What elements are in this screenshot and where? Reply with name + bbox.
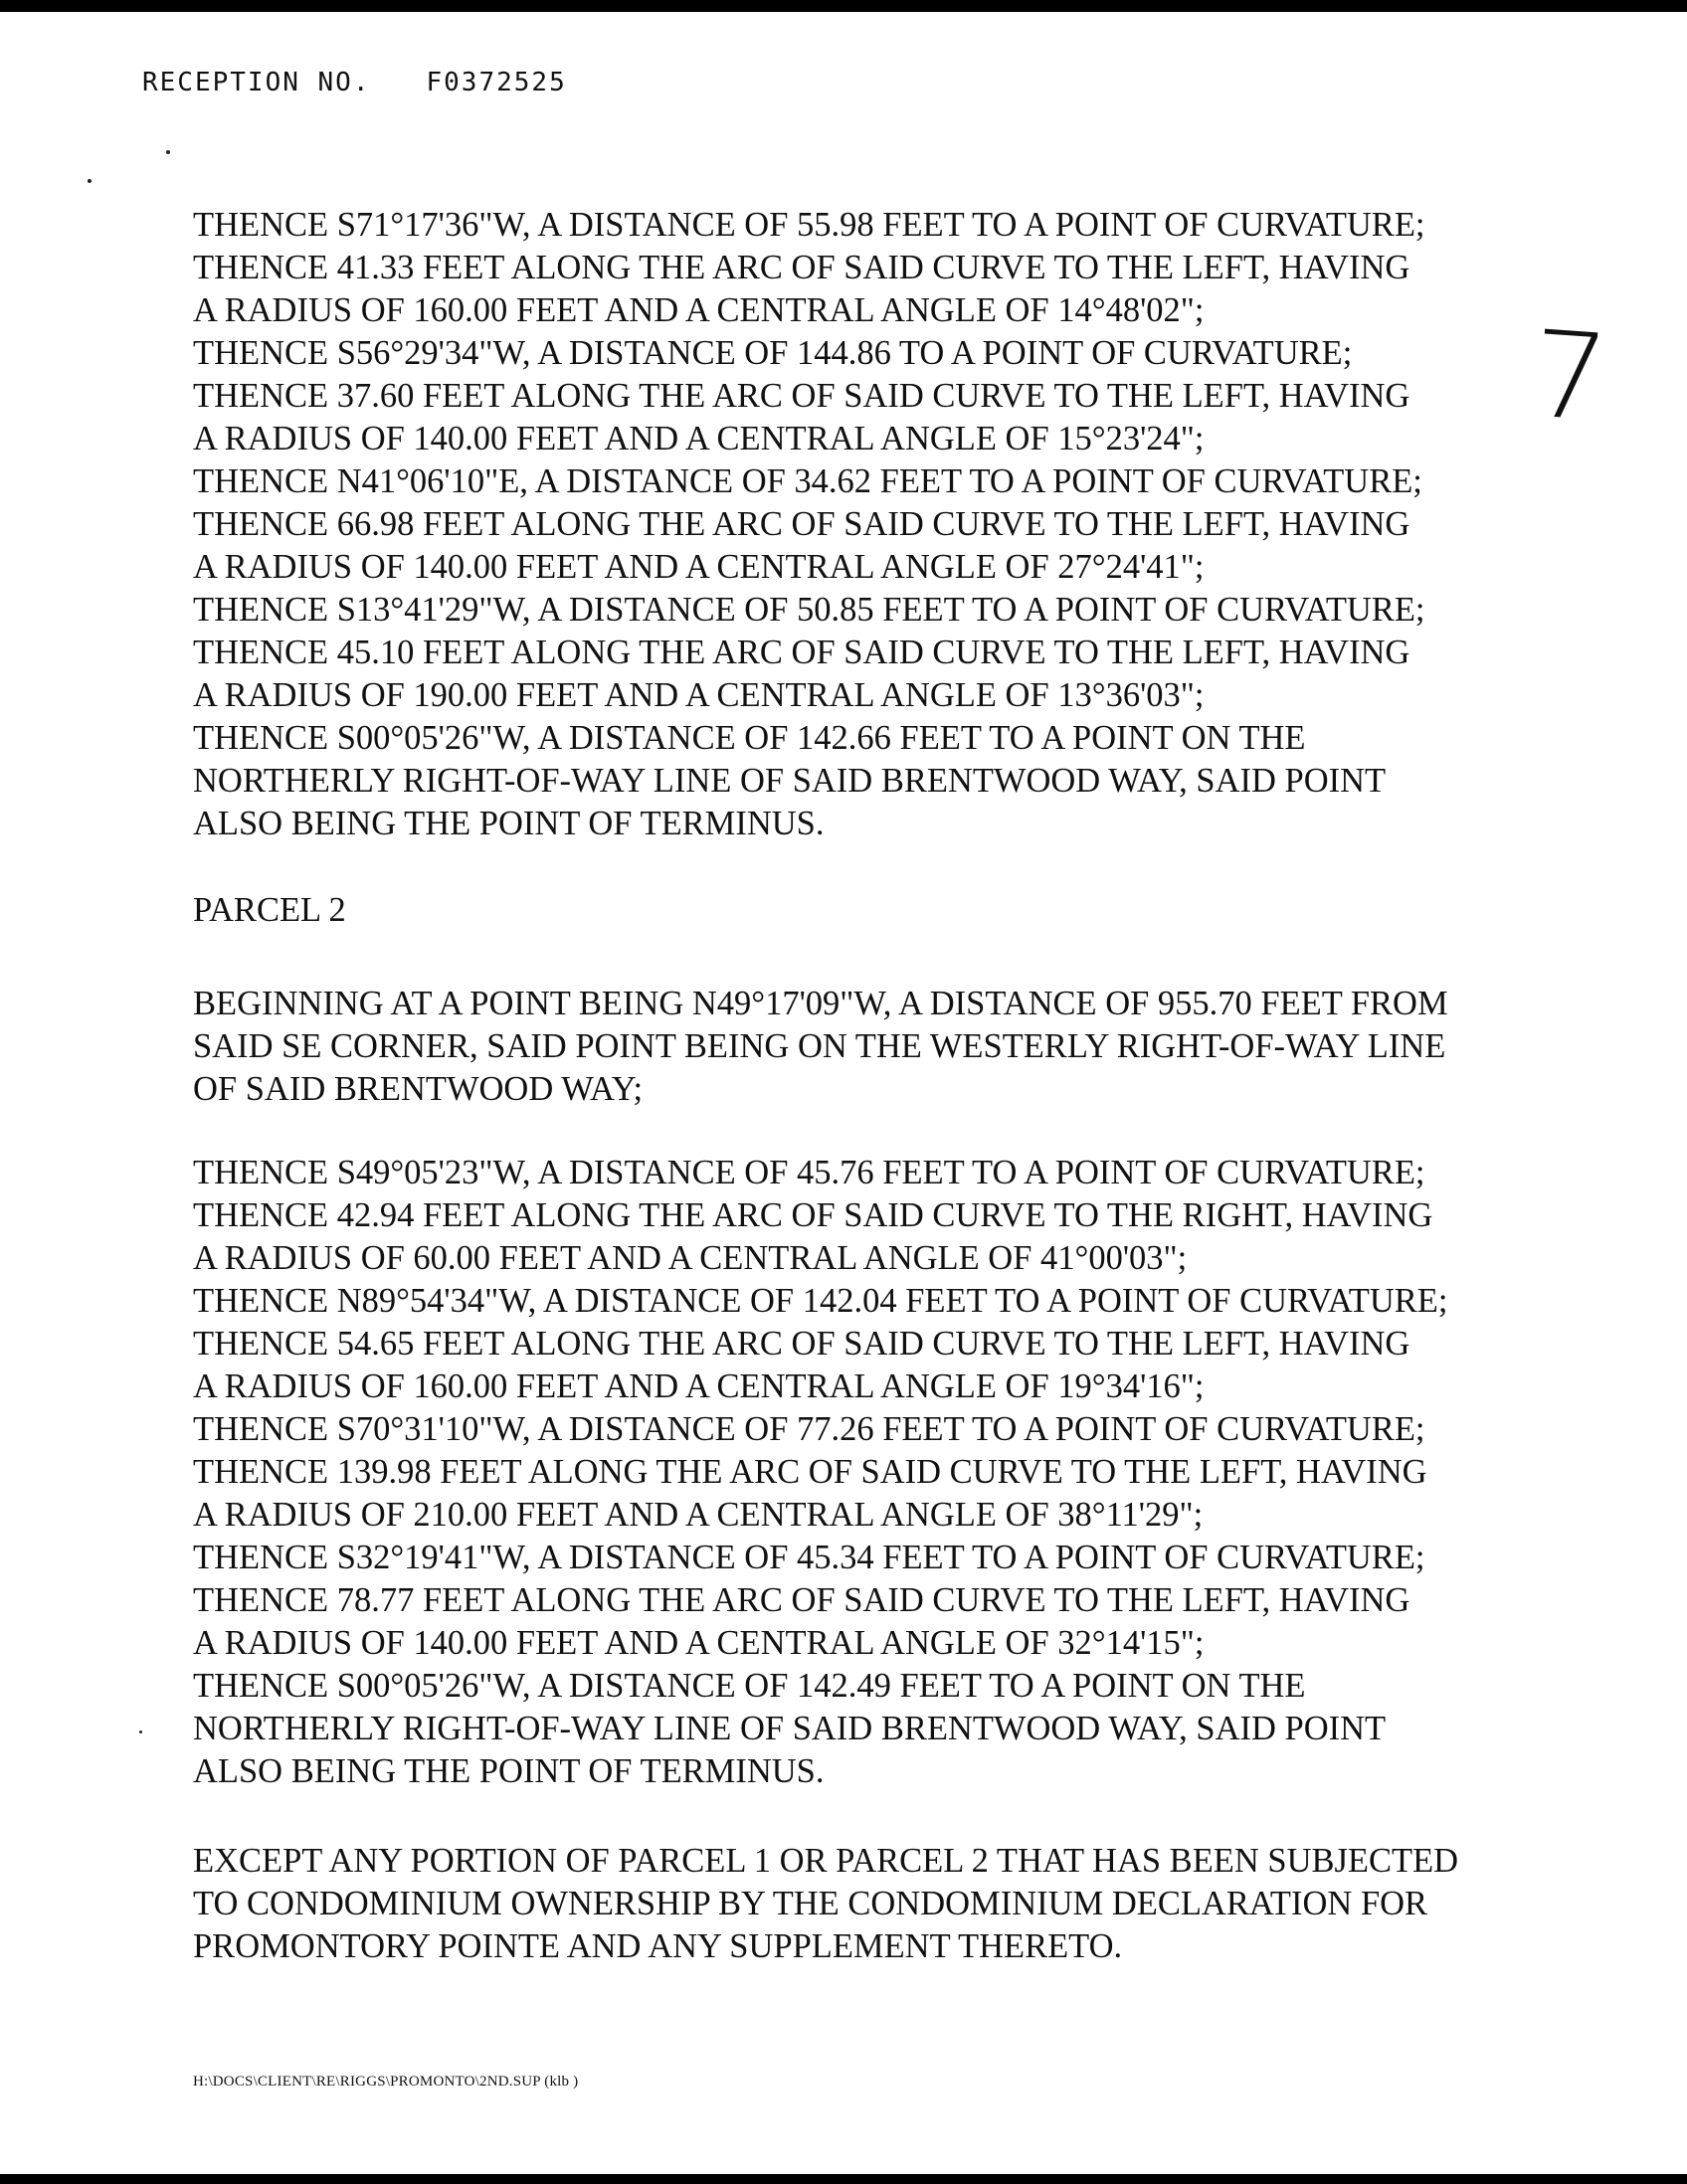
- reception-label: RECEPTION NO.: [142, 68, 371, 97]
- text-line: NORTHERLY RIGHT-OF-WAY LINE OF SAID BRENTWOOD WAY, SAID POINT: [193, 762, 1387, 800]
- text-line: A RADIUS OF 190.00 FEET AND A CENTRAL ANGLE OF 13°36'03";: [193, 676, 1205, 714]
- text-line: A RADIUS OF 160.00 FEET AND A CENTRAL ANGLE OF 14°48'02";: [193, 291, 1205, 329]
- text-line: THENCE N89°54'34"W, A DISTANCE OF 142.04 FEET TO A POINT OF CURVATURE;: [193, 1282, 1448, 1320]
- handwritten-page-mark: 7: [1527, 305, 1613, 450]
- text-line: A RADIUS OF 210.00 FEET AND A CENTRAL ANGLE OF 38°11'29";: [193, 1496, 1204, 1534]
- reception-header: [142, 68, 567, 97]
- parcel2-beginning: [193, 983, 1492, 1111]
- text-line: SAID SE CORNER, SAID POINT BEING ON THE WESTERLY RIGHT-OF-WAY LINE: [193, 1027, 1446, 1065]
- text-line: BEGINNING AT A POINT BEING N49°17'09"W, A DISTANCE OF 955.70 FEET FROM: [193, 985, 1448, 1022]
- file-path-footer: H:\DOCS\CLIENT\RE\RIGGS\PROMONTO\2ND.SUP (klb ): [193, 2074, 579, 2090]
- text-line: THENCE S00°05'26"W, A DISTANCE OF 142.49 FEET TO A POINT ON THE: [193, 1667, 1306, 1705]
- text-line: THENCE 66.98 FEET ALONG THE ARC OF SAID CURVE TO THE LEFT, HAVING: [193, 505, 1410, 543]
- scan-speck: [88, 179, 92, 183]
- scan-speck: [166, 150, 170, 154]
- text-line: THENCE 37.60 FEET ALONG THE ARC OF SAID CURVE TO THE LEFT, HAVING: [193, 377, 1410, 415]
- exception-clause: [193, 1840, 1492, 1968]
- text-line: ALSO BEING THE POINT OF TERMINUS.: [193, 805, 825, 842]
- text-line: A RADIUS OF 60.00 FEET AND A CENTRAL ANGLE OF 41°00'03";: [193, 1239, 1188, 1277]
- text-line: THENCE S71°17'36"W, A DISTANCE OF 55.98 FEET TO A POINT OF CURVATURE;: [193, 206, 1425, 244]
- parcel2-heading: [193, 889, 1492, 932]
- text-line: OF SAID BRENTWOOD WAY;: [193, 1070, 644, 1108]
- text-line: THENCE 139.98 FEET ALONG THE ARC OF SAID CURVE TO THE LEFT, HAVING: [193, 1453, 1427, 1491]
- text-line: PROMONTORY POINTE AND ANY SUPPLEMENT THERETO.: [193, 1927, 1123, 1965]
- text-line: ALSO BEING THE POINT OF TERMINUS.: [193, 1752, 825, 1790]
- text-line: A RADIUS OF 160.00 FEET AND A CENTRAL ANGLE OF 19°34'16";: [193, 1367, 1205, 1405]
- text-line: EXCEPT ANY PORTION OF PARCEL 1 OR PARCEL 2 THAT HAS BEEN SUBJECTED: [193, 1842, 1459, 1880]
- text-line: A RADIUS OF 140.00 FEET AND A CENTRAL ANGLE OF 32°14'15";: [193, 1624, 1205, 1662]
- text-line: TO CONDOMINIUM OWNERSHIP BY THE CONDOMINIUM DECLARATION FOR: [193, 1885, 1428, 1922]
- text-line: NORTHERLY RIGHT-OF-WAY LINE OF SAID BRENTWOOD WAY, SAID POINT: [193, 1710, 1387, 1747]
- parcel2-courses: [193, 1152, 1492, 1793]
- text-line: THENCE S32°19'41"W, A DISTANCE OF 45.34 FEET TO A POINT OF CURVATURE;: [193, 1539, 1425, 1576]
- text-line: THENCE 41.33 FEET ALONG THE ARC OF SAID CURVE TO THE LEFT, HAVING: [193, 249, 1410, 286]
- text-line: THENCE 78.77 FEET ALONG THE ARC OF SAID CURVE TO THE LEFT, HAVING: [193, 1581, 1410, 1619]
- text-line: THENCE S00°05'26"W, A DISTANCE OF 142.66 FEET TO A POINT ON THE: [193, 719, 1306, 757]
- text-line: THENCE S49°05'23"W, A DISTANCE OF 45.76 FEET TO A POINT OF CURVATURE;: [193, 1154, 1425, 1191]
- scan-speck: [139, 1730, 142, 1733]
- text-line: THENCE S70°31'10"W, A DISTANCE OF 77.26 FEET TO A POINT OF CURVATURE;: [193, 1410, 1425, 1448]
- scan-top-border: [0, 0, 1687, 12]
- text-line: A RADIUS OF 140.00 FEET AND A CENTRAL ANGLE OF 15°23'24";: [193, 420, 1205, 457]
- parcel1-courses: [193, 204, 1492, 845]
- text-line: THENCE 45.10 FEET ALONG THE ARC OF SAID CURVE TO THE LEFT, HAVING: [193, 634, 1410, 671]
- text-line: THENCE 42.94 FEET ALONG THE ARC OF SAID CURVE TO THE RIGHT, HAVING: [193, 1196, 1433, 1234]
- heading-text: PARCEL 2: [193, 891, 346, 929]
- text-line: A RADIUS OF 140.00 FEET AND A CENTRAL ANGLE OF 27°24'41";: [193, 548, 1205, 586]
- text-line: THENCE S56°29'34"W, A DISTANCE OF 144.86 TO A POINT OF CURVATURE;: [193, 334, 1353, 372]
- text-line: THENCE N41°06'10"E, A DISTANCE OF 34.62 FEET TO A POINT OF CURVATURE;: [193, 462, 1422, 500]
- text-line: THENCE S13°41'29"W, A DISTANCE OF 50.85 FEET TO A POINT OF CURVATURE;: [193, 591, 1425, 629]
- text-line: THENCE 54.65 FEET ALONG THE ARC OF SAID CURVE TO THE LEFT, HAVING: [193, 1325, 1410, 1363]
- reception-number: F0372525: [426, 68, 567, 97]
- scan-bottom-border: [0, 2174, 1687, 2184]
